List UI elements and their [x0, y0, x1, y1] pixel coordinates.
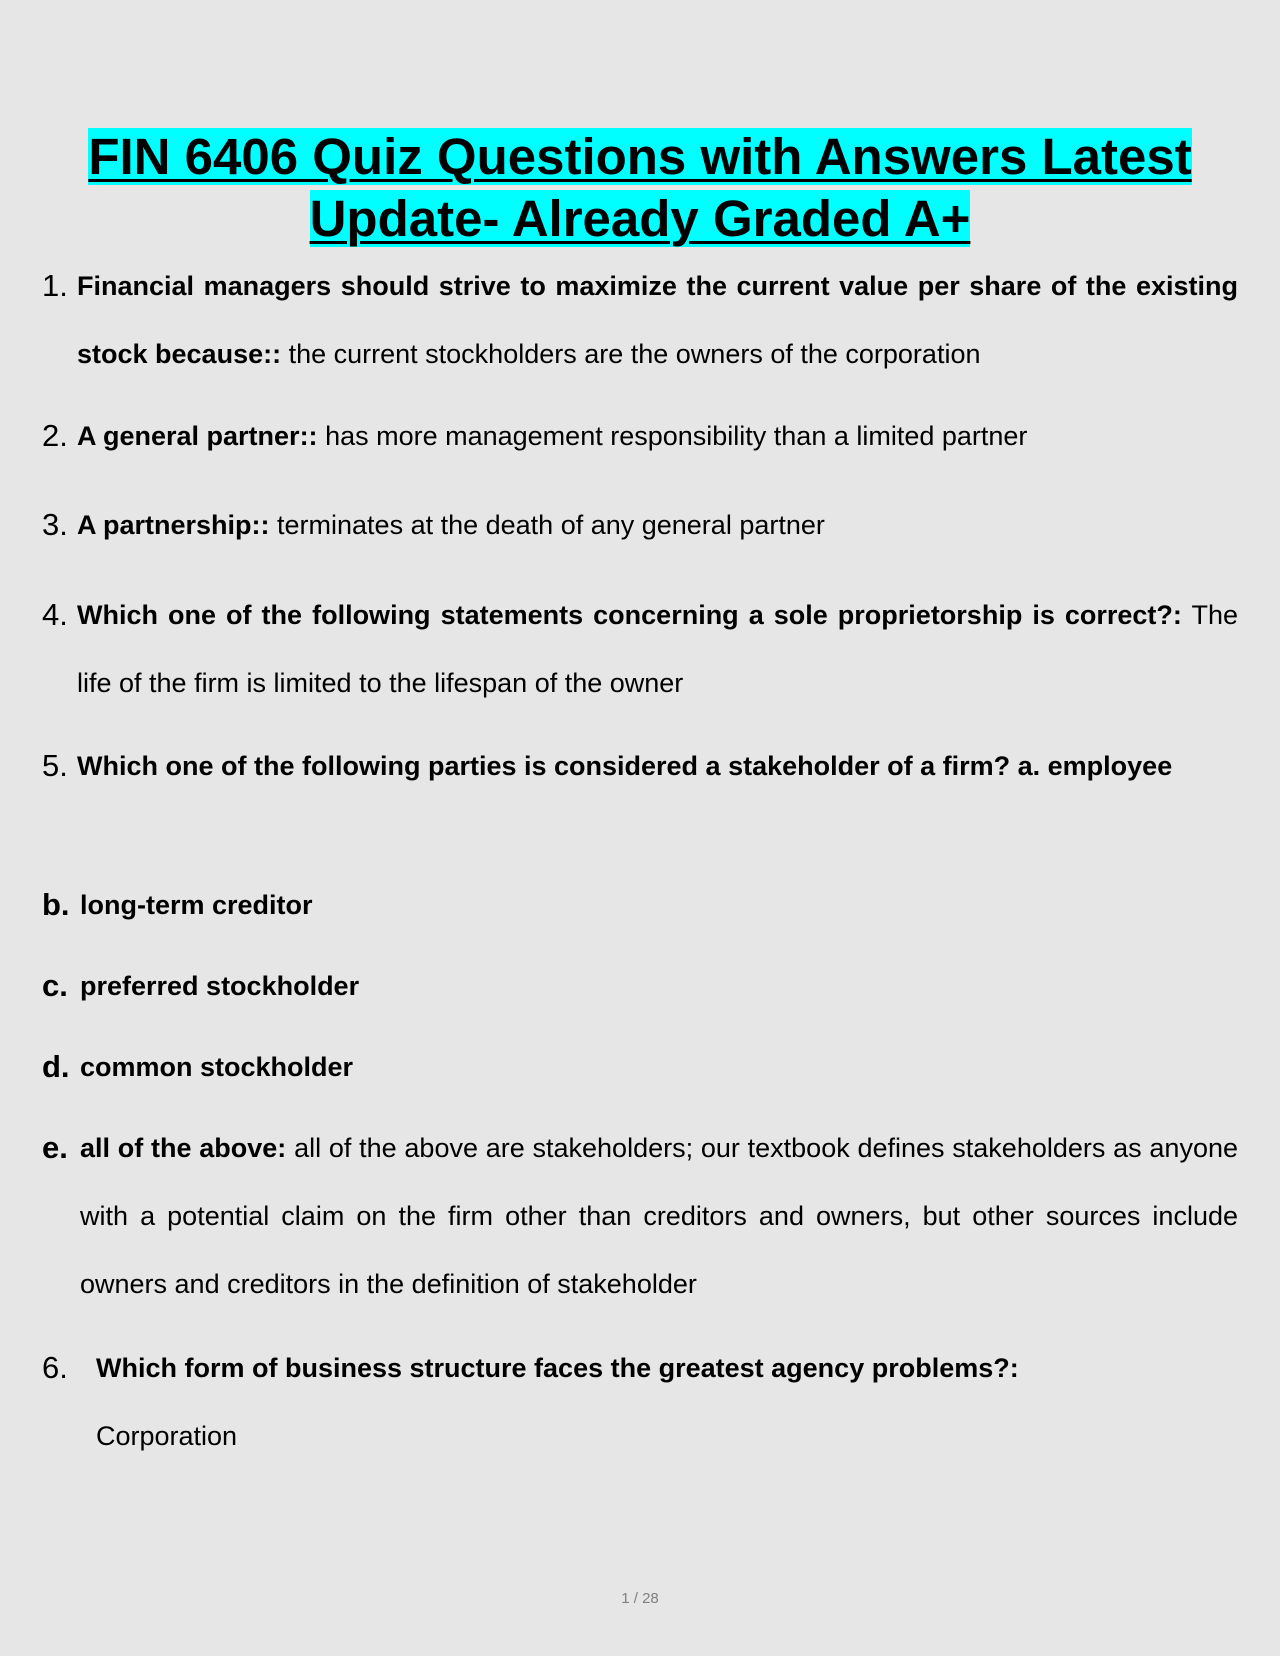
question-item	[42, 1334, 1238, 1470]
question-text: A partnership::	[77, 510, 270, 540]
question-item	[42, 252, 1238, 388]
answer-text: has more management responsibility than a limited partner	[317, 421, 1028, 451]
item-number: 4.	[42, 597, 68, 632]
question-item	[42, 402, 1238, 470]
title-line-1: FIN 6406 Quiz Questions with Answers Latest	[88, 128, 1192, 185]
option-item	[42, 952, 1238, 1020]
option-text: preferred stockholder	[80, 971, 360, 1001]
question-item	[42, 581, 1238, 717]
answer-text: the current stockholders are the owners of the corporation	[281, 339, 981, 369]
option-text: common stockholder	[80, 1052, 354, 1082]
answer-text: all of the above are stakeholders; our textbook defines stakeholders as anyone with a potential claim on the firm other than creditors and owners, but other sources include owners and creditors in the definition of stakeholder	[80, 1133, 1238, 1299]
answer-text: Corporation	[96, 1421, 238, 1451]
option-text: all of the above:	[80, 1133, 287, 1163]
option-text: long-term creditor	[80, 890, 313, 920]
question-text: Financial managers should strive to maximize the current value per share of the existing stock because::	[77, 271, 1238, 369]
question-text: Which form of business structure faces the greatest agency problems?:	[96, 1353, 1019, 1383]
document-title	[40, 126, 1240, 250]
item-number: 5.	[42, 748, 68, 783]
item-number: 2.	[42, 418, 68, 453]
option-letter: d.	[42, 1049, 70, 1084]
question-item	[42, 732, 1238, 800]
question-text: A general partner::	[77, 421, 318, 451]
option-letter: e.	[42, 1130, 68, 1165]
option-item	[42, 1033, 1238, 1101]
item-number: 1.	[42, 268, 68, 303]
question-text: Which one of the following statements concerning a sole proprietorship is correct?:	[77, 600, 1182, 630]
item-number: 6.	[42, 1350, 68, 1385]
question-item	[42, 491, 1238, 559]
page-indicator: 1 / 28	[621, 1590, 659, 1607]
option-letter: c.	[42, 968, 68, 1003]
question-text: Which one of the following parties is considered a stakeholder of a firm? a. employee	[77, 751, 1173, 781]
option-item	[42, 1114, 1238, 1318]
title-line-2: Update- Already Graded A+	[309, 190, 971, 247]
answer-text: terminates at the death of any general partner	[269, 510, 825, 540]
answer-text: The life of the firm is limited to the lifespan of the owner	[77, 600, 1238, 698]
item-number: 3.	[42, 507, 68, 542]
option-item	[42, 871, 1238, 939]
option-letter: b.	[42, 887, 70, 922]
